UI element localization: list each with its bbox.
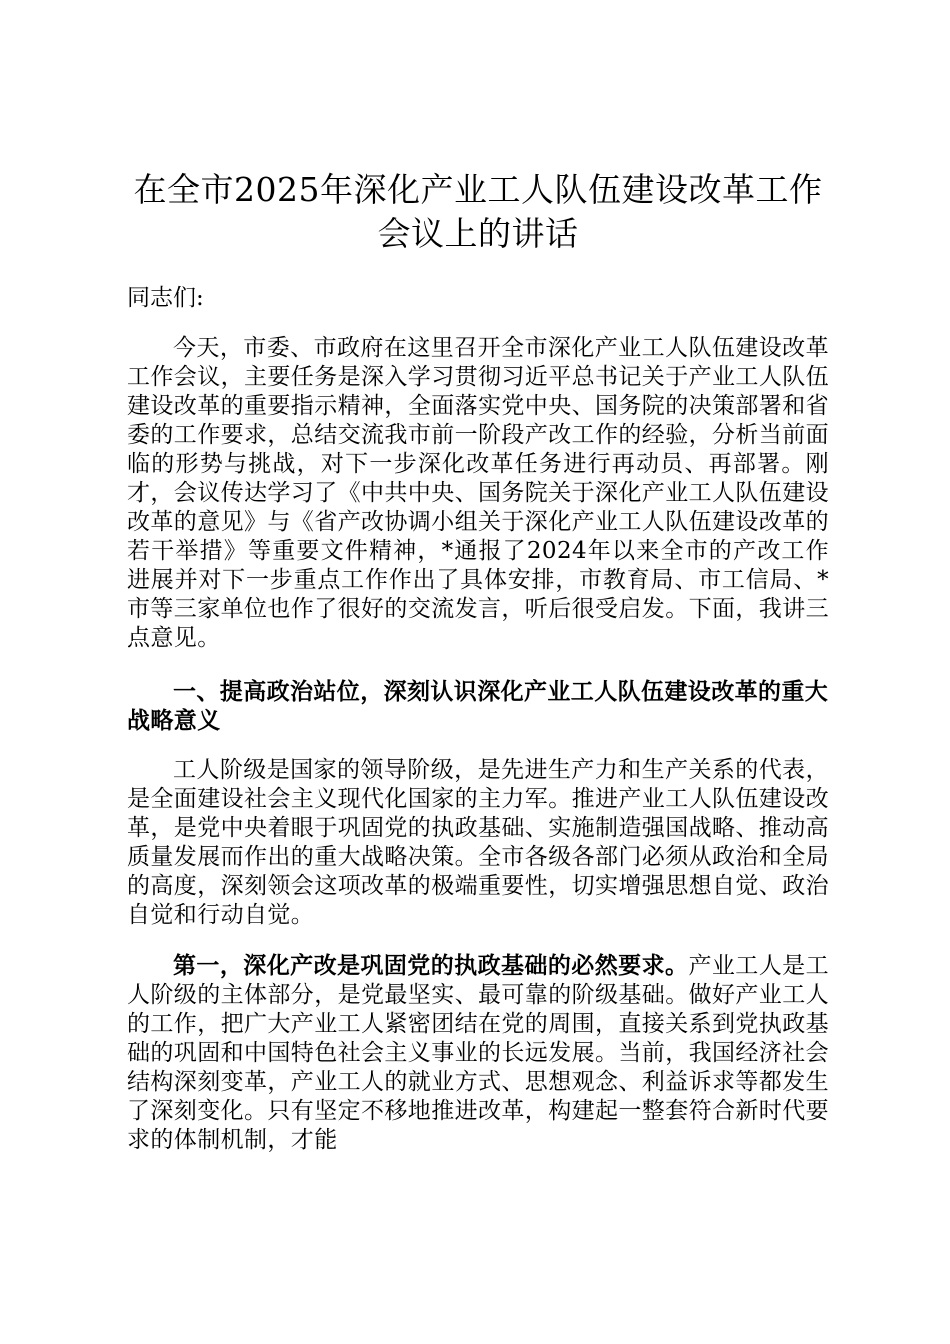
salutation: 同志们: — [127, 285, 204, 311]
section-heading-1: 一、提高政治站位，深刻认识深化产业工人队伍建设改革的重大战略意义 — [127, 678, 829, 734]
document-body — [127, 168, 829, 1155]
paragraph-point-1-lead: 第一，深化产改是巩固党的执政基础的必然要求。 — [173, 952, 689, 979]
paragraph-point-1 — [127, 951, 829, 1155]
paragraph-section-1: 工人阶级是国家的领导阶级，是先进生产力和生产关系的代表，是全面建设社会主义现代化国家的主力军。推进产业工人队伍建设改革，是党中央着眼于巩固党的执政基础、实施制造强国战略、推动高质量发展而作出的重大战略决策。全市各级各部门必须从政治和全局的高度，深刻领会这项改革的极端重要性，切实增强思想自觉、政治自觉和行动自觉。 — [127, 757, 829, 928]
document-title: 在全市2025年深化产业工人队伍建设改革工作会议上的讲话 — [133, 170, 823, 253]
paragraph-opening: 今天，市委、市政府在这里召开全市深化产业工人队伍建设改革工作会议，主要任务是深入学习贯彻习近平总书记关于产业工人队伍建设改革的重要指示精神，全面落实党中央、国务院的决策部署和省委的工作要求，总结交流我市前一阶段产改工作的经验，分析当前面临的形势与挑战，对下一步深化改革任务进行再动员、再部署。刚才，会议传达学习了《中共中央、国务院关于深化产业工人队伍建设改革的意见》与《省产改协调小组关于深化产业工人队伍建设改革的若干举措》等重要文件精神，*通报了2024年以来全市的产改工作进展并对下一步重点工作作出了具体安排，市教育局、市工信局、*市等三家单位也作了很好的交流发言，听后很受启发。下面，我讲三点意见。 — [127, 335, 829, 651]
paragraph-point-1-body: 产业工人是工人阶级的主体部分，是党最坚实、最可靠的阶级基础。做好产业工人的工作，把广大产业工人紧密团结在党的周围，直接关系到党执政基础的巩固和中国特色社会主义事业的长远发展。当前，我国经济社会结构深刻变革，产业工人的就业方式、思想观念、利益诉求等都发生了深刻变化。只有坚定不移地推进改革，构建起一整套符合新时代要求的体制机制，才能 — [127, 953, 829, 1153]
